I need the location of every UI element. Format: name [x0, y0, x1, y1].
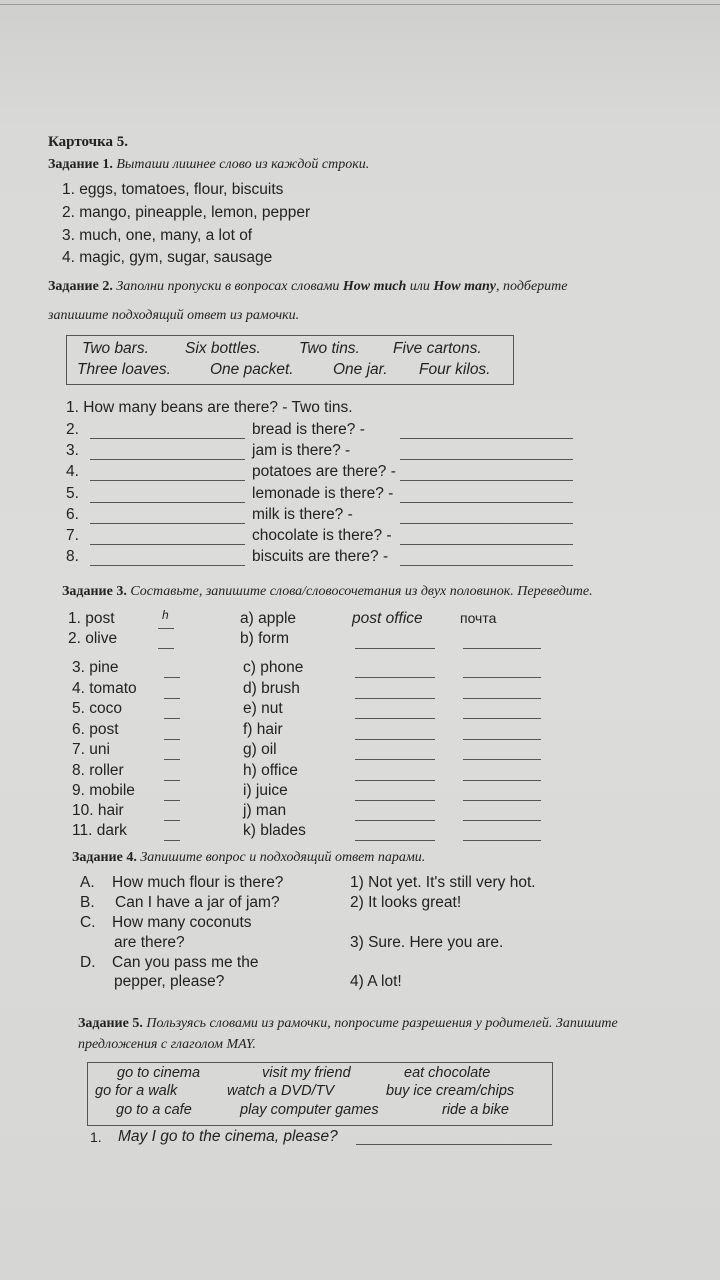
answer-option: Four kilos. [419, 361, 491, 378]
task3-heading [62, 585, 593, 599]
translation-blank[interactable] [463, 677, 541, 678]
compound-word-blank[interactable] [355, 739, 435, 740]
question-text-cont: are there? [114, 934, 185, 951]
task4-instruction: Запишите вопрос и подходящий ответ парами. [140, 850, 426, 865]
left-half: 7. uni [72, 741, 110, 758]
match-blank[interactable] [164, 840, 180, 841]
task2-or: или [409, 279, 430, 294]
phrase-option: play computer games [240, 1102, 379, 1118]
translation-blank[interactable] [463, 718, 541, 719]
match-blank[interactable] [158, 648, 174, 649]
question-number: 6. [66, 505, 79, 523]
answer-option: Two bars. [82, 340, 149, 357]
answer-blank[interactable] [400, 523, 573, 524]
answer-line[interactable] [356, 1144, 552, 1145]
answer-text: 3) Sure. Here you are. [350, 934, 504, 951]
match-blank[interactable] [164, 759, 180, 760]
task5-verb: MAY. [226, 1037, 256, 1052]
task2-instruction: Заполни пропуски в вопросах словами [116, 279, 340, 294]
match-blank[interactable] [158, 628, 174, 629]
phrase-option: eat chocolate [404, 1065, 491, 1081]
right-half: g) oil [243, 741, 277, 758]
question-letter: D. [80, 954, 96, 971]
question-word-blank[interactable] [90, 502, 245, 503]
answer-option: One jar. [333, 361, 388, 378]
match-blank[interactable] [164, 677, 180, 678]
task2-how-many: How many [433, 279, 497, 294]
task2-how-much: How much [342, 279, 407, 294]
question-word-blank[interactable] [90, 459, 245, 460]
question-number: 3. [66, 442, 79, 460]
task2-label: Задание 2. [48, 279, 113, 294]
right-half: a) apple [240, 610, 297, 627]
question-text: potatoes are there? - [252, 463, 396, 481]
task5-label: Задание 5. [78, 1016, 143, 1031]
compound-word-blank[interactable] [355, 800, 435, 801]
right-half: h) office [243, 762, 298, 779]
answer-option: Three loaves. [77, 361, 171, 378]
left-half: 4. tomato [72, 680, 137, 697]
translation-blank[interactable] [463, 739, 541, 740]
translation-blank[interactable] [463, 648, 541, 649]
translation-blank[interactable] [463, 820, 541, 821]
task5-instruction: Пользуясь словами из рамочки, попросите разрешения у родителей. Запишите [146, 1016, 618, 1031]
left-half: 11. dark [72, 822, 127, 839]
match-blank[interactable] [164, 698, 180, 699]
answer-text: 1) Not yet. It's still very hot. [350, 874, 536, 891]
left-half: 2. olive [68, 630, 118, 647]
match-blank[interactable] [164, 780, 180, 781]
question-text: chocolate is there? - [252, 527, 392, 544]
answer-option: Five cartons. [393, 340, 482, 357]
task1-item: 3. much, one, many, a lot of [62, 227, 253, 244]
phrase-option: visit my friend [262, 1065, 351, 1081]
card-title: Карточка 5. [48, 134, 128, 150]
compound-word-blank[interactable] [355, 718, 435, 719]
translation-blank[interactable] [463, 698, 541, 699]
question-number: 4. [66, 463, 79, 481]
question-text: biscuits are there? - [252, 548, 389, 566]
right-half: e) nut [243, 700, 283, 717]
paper-edge [0, 4, 720, 5]
match-blank[interactable] [164, 739, 180, 740]
question-text: How many coconuts [112, 914, 252, 931]
right-half: b) form [240, 630, 290, 647]
task5-heading [78, 1017, 618, 1031]
question-letter: A. [80, 874, 95, 891]
compound-word-blank[interactable] [355, 698, 435, 699]
question-word-blank[interactable] [90, 523, 245, 524]
left-half: 8. roller [72, 762, 124, 779]
left-half: 10. hair [72, 802, 124, 819]
task5-example: May I go to the cinema, please? [118, 1128, 338, 1145]
left-half: 5. coco [72, 700, 122, 717]
answer-blank[interactable] [400, 565, 573, 566]
compound-word-blank[interactable] [355, 840, 435, 841]
question-text: Can I have a jar of jam? [115, 894, 280, 911]
answer-option: One packet. [210, 361, 294, 378]
left-half: 3. pine [72, 659, 119, 676]
compound-word-blank[interactable] [355, 759, 435, 760]
right-half: f) hair [243, 721, 283, 738]
question-text: jam is there? - [252, 442, 351, 460]
phrase-option: go to cinema [117, 1065, 201, 1081]
task3-label: Задание 3. [62, 584, 127, 599]
question-word-blank[interactable] [90, 480, 245, 481]
task1-label: Задание 1. [48, 157, 113, 172]
question-text: Can you pass me the [112, 954, 259, 971]
phrase-option: buy ice cream/chips [386, 1083, 515, 1099]
match-blank[interactable] [164, 800, 180, 801]
task5-example-num: 1. [90, 1129, 102, 1145]
answer-option: Two tins. [299, 340, 360, 357]
question-text: bread is there? - [252, 421, 365, 438]
compound-word: post office [352, 610, 423, 627]
question-text: How much flour is there? [112, 874, 284, 891]
question-number: 7. [66, 527, 79, 544]
answer-option: Six bottles. [185, 340, 261, 357]
question-text: milk is there? - [252, 505, 353, 523]
task5-instruction-line2: предложения с глаголом [78, 1037, 223, 1052]
answer-text: 4) A lot! [350, 973, 402, 990]
answer-blank[interactable] [400, 459, 573, 460]
right-half: d) brush [243, 680, 300, 697]
answer-blank[interactable] [400, 438, 573, 439]
compound-word-blank[interactable] [355, 648, 435, 649]
compound-word-blank[interactable] [355, 780, 435, 781]
translation-blank[interactable] [463, 759, 541, 760]
question-word-blank[interactable] [90, 544, 245, 545]
question-text: lemonade is there? - [252, 484, 394, 502]
phrase-option: go for a walk [95, 1083, 178, 1099]
question-letter: C. [80, 914, 96, 931]
task5-heading-line2 [78, 1038, 256, 1052]
left-half: 6. post [72, 721, 119, 738]
task2-example: 1. How many beans are there? - Two tins. [66, 399, 353, 416]
task1-item: 2. mango, pineapple, lemon, pepper [62, 204, 311, 221]
phrase-option: watch a DVD/TV [227, 1083, 335, 1099]
question-number: 8. [66, 548, 79, 566]
compound-word-blank[interactable] [355, 820, 435, 821]
answer-blank[interactable] [400, 544, 573, 545]
task2-heading [48, 280, 568, 294]
answer-text: 2) It looks great! [350, 894, 462, 911]
translation: почта [460, 610, 497, 626]
question-number: 5. [66, 484, 79, 502]
task1-item: 4. magic, gym, sugar, sausage [62, 249, 273, 266]
task2-instruction-line2: запишите подходящий ответ из рамочки. [48, 308, 300, 323]
answer-blank[interactable] [400, 502, 573, 503]
left-half: 9. mobile [72, 782, 135, 799]
right-half: j) man [243, 802, 287, 819]
task4-label: Задание 4. [72, 850, 137, 865]
question-letter: B. [80, 894, 95, 911]
answer-blank[interactable] [400, 480, 573, 481]
task3-instruction: Составьте, запишите слова/словосочетания из двух половинок. Переведите. [130, 584, 593, 599]
translation-blank[interactable] [463, 780, 541, 781]
right-half: k) blades [243, 822, 306, 839]
task1-heading [48, 158, 369, 172]
match-blank[interactable] [164, 718, 180, 719]
task1-instruction: Выташи лишнее слово из каждой строки. [116, 157, 370, 172]
question-text-cont: pepper, please? [114, 973, 225, 990]
right-half: c) phone [243, 659, 304, 676]
task4-heading [72, 851, 425, 865]
translation-blank[interactable] [463, 840, 541, 841]
left-half: 1. post [68, 610, 115, 627]
question-number: 2. [66, 421, 79, 438]
phrase-option: go to a cafe [116, 1102, 192, 1118]
task1-item: 1. eggs, tomatoes, flour, biscuits [62, 181, 284, 198]
compound-word-blank[interactable] [355, 677, 435, 678]
task2-instruction-end: , подберите [496, 279, 568, 294]
translation-blank[interactable] [463, 800, 541, 801]
match-blank[interactable] [164, 820, 180, 821]
match-letter: h [162, 608, 169, 622]
phrase-option: ride a bike [442, 1102, 509, 1118]
question-word-blank[interactable] [90, 565, 245, 566]
question-word-blank[interactable] [90, 438, 245, 439]
right-half: i) juice [243, 782, 288, 799]
